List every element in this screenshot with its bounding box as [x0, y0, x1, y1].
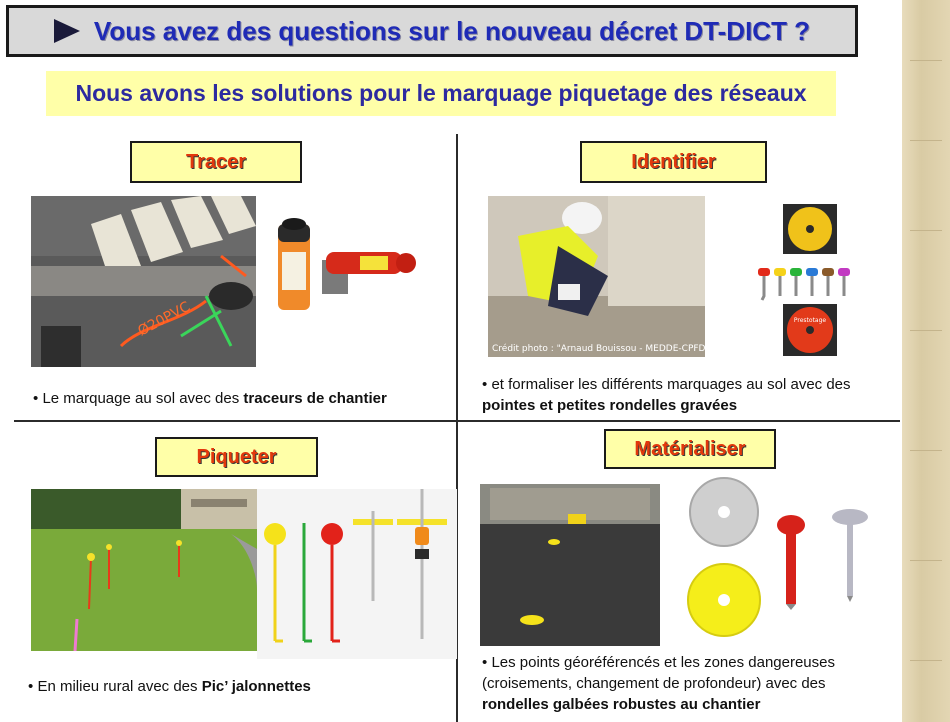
robust-washers-products [680, 470, 870, 645]
caption-tracer: • Le marquage au sol avec des traceurs de chantier [33, 390, 387, 407]
decorative-side-strip [902, 0, 950, 722]
horizontal-divider [14, 420, 900, 422]
section-label-tracer: Tracer [130, 141, 302, 183]
caption-piqueter: • En milieu rural avec des Pic’ jalonnettes [28, 678, 311, 695]
street-marking-photo [31, 196, 256, 367]
nails-and-washers-products [754, 200, 866, 360]
caption-materialiser: • Les points géoréférencés et les zones dangereuses (croisements, changement de profondeur) avec des rondelles galbées robustes au chantier [482, 654, 835, 713]
rural-field-photo [31, 489, 257, 651]
arrow-right-icon [54, 19, 80, 43]
stakes-products [257, 489, 457, 659]
photo-credit: Crédit photo : "Arnaud Bouissou - MEDDE-CPFD [492, 344, 705, 354]
section-label-materialiser: Matérialiser [604, 429, 776, 469]
washer-engraving-text: Prestotage [793, 317, 827, 324]
section-label-piqueter: Piqueter [155, 437, 318, 477]
pavement-washers-photo [480, 484, 660, 646]
title-banner [6, 5, 858, 57]
caption-identifier: • et formaliser les différents marquages au sol avec des pointes et petites rondelles gravées [482, 376, 851, 414]
worker-photo [488, 196, 705, 357]
spray-marking-text: Ø20PVC [135, 298, 193, 340]
page-subtitle: Nous avons les solutions pour le marquage piquetage des réseaux [46, 71, 836, 116]
marking-spray-products [270, 212, 420, 317]
page-title: Vous avez des questions sur le nouveau décret DT-DICT ? [93, 15, 811, 46]
section-label-identifier: Identifier [580, 141, 767, 183]
